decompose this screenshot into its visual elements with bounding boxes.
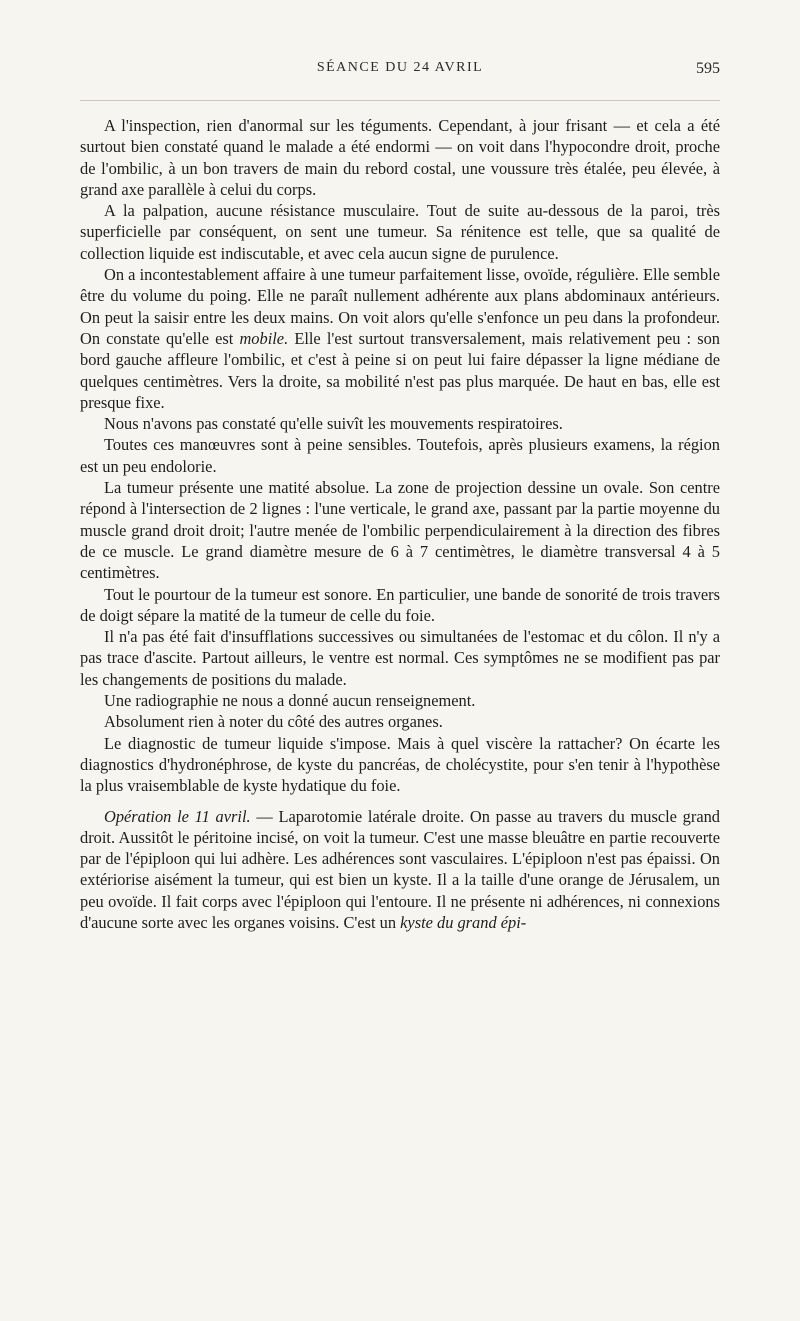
text-segment: Le diagnostic de tumeur liquide s'impose. Mais à quel viscère la rattacher? On écarte les diagnostics d'hydronéphrose, de kyste du pancréas, de cholécystite, pour s'en tenir à l'hypothèse la plus vraisemblable de kyste hydatique du foie.	[80, 733, 720, 796]
text-segment: Une radiographie ne nous a donné aucun renseignement.	[104, 691, 476, 711]
italic-text: kyste du grand épi-	[400, 912, 527, 932]
paragraph	[80, 711, 720, 732]
text-segment: On a incontestablement affaire à une tumeur parfaitement lisse, ovoïde, régulière. Elle semble être du volume du poing. Elle ne paraît nullement adhérente aux plans abdominaux antérieurs. On peut la saisir entre les deux mains. On voit alors qu'elle s'enfonce un peu dans la profondeur. On constate qu'elle est	[80, 265, 720, 348]
running-title: SÉANCE DU 24 AVRIL	[316, 60, 484, 75]
text-segment: Il n'a pas été fait d'insufflations successives ou simultanées de l'estomac et du côlon. Il n'y a pas trace d'ascite. Partout ailleurs, le ventre est normal. Ces symptômes ne se modifient pas par les changements de positions du malade.	[80, 627, 720, 689]
paragraph	[80, 806, 720, 934]
header-rule	[80, 100, 720, 101]
italic-text: mobile.	[239, 328, 289, 348]
text-segment: A l'inspection, rien d'anormal sur les téguments. Cependant, à jour frisant — et cela a été surtout bien constaté quand le malade a été endormi — on voit dans l'hypocondre droit, proche de l'ombilic, à un bon travers de main du rebord costal, une voussure très étalée, peu élevée, à grand axe parallèle à celui du corps.	[80, 116, 720, 199]
paragraph	[80, 584, 720, 627]
paragraph	[80, 690, 720, 711]
paragraph	[80, 434, 720, 477]
paragraph	[80, 115, 720, 200]
text-segment: A la palpation, aucune résistance musculaire. Tout de suite au-dessous de la paroi, très superficielle par conséquent, on sent une tumeur. Sa rénitence est telle, que sa qualité de collection liquide est indiscutable, et avec cela aucun signe de purulence.	[80, 201, 720, 263]
italic-text: Opération le 11 avril.	[104, 806, 251, 826]
text-segment: Absolument rien à noter du côté des autres organes.	[104, 712, 443, 732]
paragraph	[80, 200, 720, 264]
paragraph	[80, 477, 720, 583]
text-segment: Nous n'avons pas constaté qu'elle suivît les mouvements respiratoires.	[104, 414, 563, 434]
running-header	[80, 60, 720, 84]
paragraph	[80, 626, 720, 690]
page-number: 595	[696, 60, 720, 77]
text-segment: — Laparotomie latérale droite. On passe au travers du muscle grand droit. Aussitôt le péritoine incisé, on voit la tumeur. C'est une masse bleuâtre en partie recouverte par de l'épiploon qui lui adhère. Les adhérences sont vasculaires. L'épiploon n'est pas épaissi. On extériorise aisément la tumeur, qui est bien un kyste. Il a la taille d'une orange de Jérusalem, un peu ovoïde. Il fait corps avec l'épiploon qui l'entoure. Il ne présente ni adhérences, ni connexions d'aucune sorte avec les organes voisins. C'est un	[80, 806, 720, 932]
text-segment: Elle l'est surtout transversalement, mais relativement peu : son bord gauche affleure l'ombilic, et c'est à peine si on peut lui faire dépasser la ligne médiane de quelques centimètres. Vers la droite, sa mobilité n'est pas plus marquée. De haut en bas, elle est presque fixe.	[80, 328, 720, 412]
text-segment: Toutes ces manœuvres sont à peine sensibles. Toutefois, après plusieurs examens, la région est un peu endolorie.	[80, 435, 720, 476]
text-segment: La tumeur présente une matité absolue. La zone de projection dessine un ovale. Son centre répond à l'intersection de 2 lignes : l'une verticale, le grand axe, passant par la partie moyenne du muscle grand droit droit; l'autre menée de l'ombilic perpendiculairement à la direction des fibres de ce muscle. Le grand diamètre mesure de 6 à 7 centimètres, le diamètre transversal 4 à 5 centimètres.	[80, 478, 720, 583]
text-segment: Tout le pourtour de la tumeur est sonore. En particulier, une bande de sonorité de trois travers de doigt sépare la matité de la tumeur de celle du foie.	[80, 584, 720, 625]
paragraph	[80, 413, 720, 434]
paragraph	[80, 733, 720, 797]
paragraph	[80, 264, 720, 413]
body-text	[80, 115, 720, 933]
